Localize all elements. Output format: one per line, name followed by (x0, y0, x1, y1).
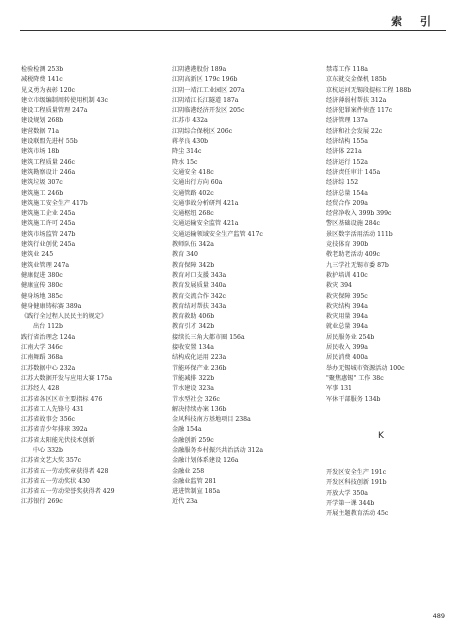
index-entry: 江苏大数据开发与应用大赛 175a (21, 374, 113, 382)
index-entry: 金融 154a (172, 426, 202, 434)
index-entry: 江苏省五一劳动奖状 430 (21, 477, 90, 485)
index-entry: 《践行全过程人民民主的规定》 (21, 313, 107, 321)
index-entry: 建筑工程质量 246c (21, 158, 75, 166)
index-entry: 解决持续办案 136b (172, 405, 227, 413)
index-entry: 军休干部服务 134b (326, 395, 381, 403)
index-entry: 节能环保产业 236b (172, 364, 227, 372)
index-entry: 教育保障 342b (172, 261, 215, 269)
index-entry: 降水 15c (172, 158, 198, 166)
index-entry: 教育发展质量 340a (172, 282, 227, 290)
index-entry: 教育引才 342b (172, 323, 215, 331)
index-entry: 健康促进 380c (21, 271, 63, 279)
index-entry: 交通运输领域安全生产监管 417c (172, 230, 263, 238)
index-entry: 经济责任审计 145a (326, 168, 381, 176)
index-entry: 进进管制宣 185a (172, 488, 221, 496)
index-entry: 结构成化运用 223a (172, 354, 227, 362)
index-entry: 金融创新 259c (172, 436, 214, 444)
index-entry: 交通安全 418c (172, 168, 214, 176)
index-entry: 经济薄弱村帮扶 312a (326, 96, 387, 104)
index-entry: 江阴港港股份 189a (172, 66, 227, 73)
index-entry: 建筑行业创优 245a (21, 241, 76, 249)
index-entry: 经济结构 155a (326, 138, 368, 146)
index-entry: 江苏省故事会 356c (21, 416, 75, 424)
index-entry: 建筑市场监管 247b (21, 230, 76, 238)
header-rule (20, 30, 446, 31)
index-entry: 经济运行 152a (326, 158, 368, 166)
index-entry: 九三学社无锡市委 87b (326, 261, 389, 269)
index-entry: 交通事故分析研判 421a (172, 199, 239, 207)
index-entry: 经济体 221a (326, 148, 362, 156)
index-entry: 交通出行方向 60a (172, 179, 223, 187)
index-entry: 开发区科技创新 191b (326, 479, 387, 487)
index-entry: 践行省治理念 124a (21, 333, 76, 341)
index-entry: 蒋孝良 430b (172, 138, 209, 146)
index-entry: 节水建设 323a (172, 385, 214, 393)
index-entry: 江苏省太阳能光伏技术创新 (21, 436, 95, 444)
index-entry: 交通管路 402c (172, 189, 214, 197)
index-column-1 (21, 65, 115, 508)
index-entry: 举办无锡城市资源活动 100c (326, 364, 405, 372)
index-entry: 金融业 258 (172, 467, 205, 475)
index-entry: 居民服务业 254b (326, 333, 375, 341)
index-entry: 建立市级编制周转使用机制 43c (21, 96, 108, 104)
index-entry: 健身场地 385c (21, 292, 63, 300)
index-entry: 开发区安全生产 191c (326, 468, 387, 476)
index-entry: 建设工程质量管理 247a (21, 107, 88, 115)
index-entry: 江阴临港经济开发区 205c (172, 107, 245, 115)
index-entry: 教育对口支援 343a (172, 271, 227, 279)
index-column-3 (326, 65, 436, 519)
index-entry: 金融计划体系建设 126a (172, 457, 239, 465)
index-entry: 救灾保障 395c (326, 292, 368, 300)
index-entry: 经济管理 137a (326, 117, 368, 125)
index-entry: 中心 332b (33, 446, 63, 454)
index-entry: 江阴高新区 179c 196b (172, 76, 238, 84)
index-entry: 教育交流合作 342c (172, 292, 226, 300)
index-column-2 (172, 65, 263, 508)
index-entry: 经贸合作 209a (326, 199, 368, 207)
index-entry: 开学第一课 344b (326, 499, 375, 507)
index-entry: 江苏经人 428 (21, 385, 60, 393)
index-entry: 建筑施工 246b (21, 189, 64, 197)
index-entry: 经济综 152 (326, 179, 359, 187)
index-entry: 建筑施工企业 245a (21, 210, 76, 218)
index-entry: 检验检测 253b (21, 66, 64, 73)
index-entry: 开展主题教育活动 45c (326, 510, 389, 518)
index-entry: 江阴一靖江工业园区 207a (172, 86, 245, 94)
index-entry: 江苏省五一劳动奖章获得者 428 (21, 467, 109, 475)
index-entry: 敬老助老活动 409c (326, 251, 380, 259)
index-entry: 经营净收入 399b 399c (326, 210, 392, 218)
blank-line (326, 415, 436, 425)
index-entry: 江苏数据中心 232a (21, 364, 76, 372)
index-entry: 江苏银行 269c (21, 498, 63, 506)
index-entry: 江苏省青少年排球 392a (21, 426, 88, 434)
page-number: 489 (432, 612, 445, 620)
index-entry: 建筑勘察设计 246a (21, 168, 76, 176)
index-entry: 减税降费 141c (21, 76, 63, 84)
index-entry: 建筑施工许可 245a (21, 220, 76, 228)
index-entry: 救灾结构 394a (326, 302, 368, 310)
index-entry: 江苏省五一劳动荣誉奖获得者 429 (21, 488, 115, 496)
index-entry: 就业总量 394a (326, 323, 368, 331)
index-entry: 教育救助 406b (172, 313, 215, 321)
index-entry: 健身健康铸标赛 389a (21, 302, 82, 310)
index-entry: 建筑市场 18b (21, 148, 60, 156)
index-entry: 建营数据 71a (21, 127, 59, 135)
index-entry: 江南舞蹈 368a (21, 354, 63, 362)
index-entry: 接续长三角大都市圈 156a (172, 333, 245, 341)
index-entry: 警区基础设施 284c (326, 220, 380, 228)
index-entry: 经济和社会发展 22c (326, 127, 383, 135)
index-entry: 节水型社会 326c (172, 395, 220, 403)
index-entry: 建筑施工安全生产 417b (21, 199, 88, 207)
index-entry: 出台 112b (33, 323, 63, 331)
index-entry: 见义勇为表彰 120c (21, 86, 75, 94)
blank-line (326, 458, 436, 468)
index-entry: 江苏市 432a (172, 117, 208, 125)
index-entry: 经济总量 154a (326, 189, 368, 197)
index-entry: 景区数字活用活动 111b (326, 230, 393, 238)
index-entry: 居民消费 400a (326, 354, 368, 362)
index-entry: 建筑业管理 247a (21, 261, 70, 269)
index-entry: 建筑垃圾 307c (21, 179, 63, 187)
index-entry: 近代 23a (172, 498, 198, 506)
letter-heading: K (378, 431, 384, 442)
index-entry: 金融服务乡村振兴共治活动 312a (172, 446, 264, 454)
index-entry: 开放大学 350a (326, 489, 368, 497)
index-entry: 竞技体育 390b (326, 241, 369, 249)
index-entry: 金风科技南方基地项目 238a (172, 416, 251, 424)
index-entry: 节能减排 322b (172, 374, 215, 382)
index-entry: 京杭运河无锡段提标工程 188b (326, 86, 412, 94)
index-entry: 江苏省工人先锋号 431 (21, 405, 84, 413)
index-entry: 接收安置 134a (172, 344, 214, 352)
index-entry: 军事 131 (326, 385, 352, 393)
index-entry: 居民收入 399a (326, 344, 368, 352)
index-entry: 交通运输安全监管 421a (172, 220, 239, 228)
index-entry: 江南大学 346c (21, 344, 63, 352)
index-entry: 救护培训 410c (326, 271, 368, 279)
index-entry: "聚焦惠锡" 工作 38c (326, 374, 384, 382)
section-title: 索 引 (391, 15, 438, 28)
index-entry: 建筑业 245 (21, 251, 54, 259)
index-entry: 教育 340 (172, 251, 198, 259)
index-entry: 江阴综合保税区 206c (172, 127, 233, 135)
index-entry: 江苏省各区区市主要指标 476 (21, 395, 103, 403)
index-entry: 救灾 394 (326, 282, 352, 290)
blank-line (326, 405, 436, 415)
blank-line (326, 447, 436, 457)
index-entry: 建设规划 268b (21, 117, 64, 125)
index-entry: 健康宣传 380c (21, 282, 63, 290)
index-entry: 教育结对帮扶 343a (172, 302, 227, 310)
index-entry: 教师队伍 342a (172, 241, 214, 249)
index-entry: 江阴靖江长江隧道 187a (172, 96, 239, 104)
index-entry: 禁毒工作 118a (326, 66, 368, 73)
index-entry: 降尘 314c (172, 148, 202, 156)
index-entry: 经济犯罪案件侦查 117c (326, 107, 393, 115)
index-entry: 交通枢纽 268c (172, 210, 214, 218)
index-entry: 建设联盟先进村 55b (21, 138, 78, 146)
index-entry: 救灾用量 394a (326, 313, 368, 321)
index-entry: 京东就交金保机 185b (326, 76, 387, 84)
index-entry: 江苏省文艺大奖 357c (21, 457, 82, 465)
index-entry: 金融业监管 281 (172, 477, 217, 485)
